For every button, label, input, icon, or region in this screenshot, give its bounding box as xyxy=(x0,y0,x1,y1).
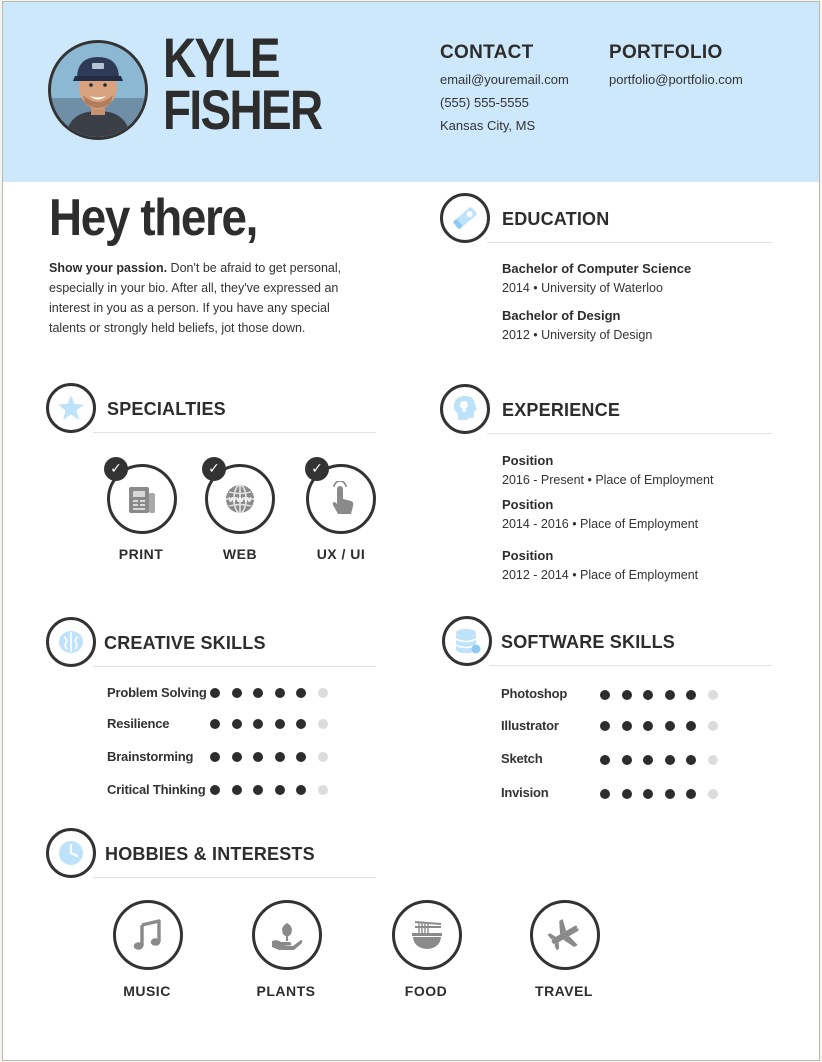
rating-dot-filled xyxy=(622,755,632,765)
rating-dot-filled xyxy=(210,752,220,762)
creative-skill-1: Problem Solving xyxy=(107,685,207,700)
rating-dot-filled xyxy=(232,688,242,698)
rating-dot-filled xyxy=(665,690,675,700)
rating-dot-filled xyxy=(275,688,285,698)
rating-dot-filled xyxy=(253,688,263,698)
software-skills-section-icon xyxy=(442,616,492,666)
greeting: Hey there, xyxy=(49,189,258,247)
rating-dot-filled xyxy=(253,785,263,795)
rating-dot-filled xyxy=(275,752,285,762)
bio-body: Don't be afraid to get personal, especially in your bio. After all, they've expressed an interest in you as a person. If you have any special talents or strongly held beliefs, jot those down. xyxy=(49,261,342,335)
rating-dot-filled xyxy=(275,719,285,729)
specialties-divider xyxy=(93,432,376,433)
rating-dot-filled xyxy=(253,719,263,729)
experience-position-3: Position xyxy=(502,548,554,563)
contact-email[interactable]: email@youremail.com xyxy=(440,72,569,87)
education-detail-2: 2012 • University of Design xyxy=(502,328,653,342)
experience-detail-2: 2014 - 2016 • Place of Employment xyxy=(502,517,699,531)
rating-dot-filled xyxy=(600,690,610,700)
rating-dot-empty xyxy=(708,755,718,765)
header-banner xyxy=(3,2,819,182)
hobby-music-circle xyxy=(113,900,183,970)
check-icon: ✓ xyxy=(305,457,329,481)
portfolio-email[interactable]: portfolio@portfolio.com xyxy=(609,72,743,87)
specialty-uxui-label: UX / UI xyxy=(316,546,366,562)
resume-page xyxy=(3,2,819,1060)
software-skills-title: SOFTWARE SKILLS xyxy=(501,632,675,652)
rating-dot-filled xyxy=(232,719,242,729)
rating-dot-filled xyxy=(296,752,306,762)
rating-dot-filled xyxy=(622,721,632,731)
specialty-web-label: WEB xyxy=(222,546,258,562)
contact-phone[interactable]: (555) 555-5555 xyxy=(440,95,529,110)
rating-dot-filled xyxy=(253,752,263,762)
rating-dot-empty xyxy=(708,789,718,799)
hobbies-section-icon xyxy=(46,828,96,878)
experience-position-1: Position xyxy=(502,453,554,468)
creative-skill-3: Brainstorming xyxy=(107,749,194,764)
creative-skills-section-icon xyxy=(46,617,96,667)
education-divider xyxy=(487,242,772,243)
experience-title: EXPERIENCE xyxy=(502,400,621,420)
rating-dot-filled xyxy=(232,752,242,762)
specialties-title: SPECIALTIES xyxy=(107,399,226,419)
creative-skills-divider xyxy=(93,666,376,667)
rating-dot-filled xyxy=(275,785,285,795)
rating-dot-empty xyxy=(318,785,328,795)
rating-dot-empty xyxy=(318,719,328,729)
first-name: KYLE xyxy=(163,26,279,89)
rating-dot-filled xyxy=(643,789,653,799)
rating-dot-filled xyxy=(210,785,220,795)
rating-dot-filled xyxy=(622,690,632,700)
bio-lead: Show your passion. xyxy=(49,261,168,275)
rating-dot-empty xyxy=(318,752,328,762)
contact-heading: CONTACT xyxy=(440,42,534,63)
rating-dot-filled xyxy=(665,789,675,799)
rating-dot-filled xyxy=(686,755,696,765)
rating-dot-filled xyxy=(665,721,675,731)
rating-dot-filled xyxy=(600,789,610,799)
rating-dot-empty xyxy=(708,721,718,731)
avatar xyxy=(51,43,145,137)
hobby-food-circle xyxy=(392,900,462,970)
software-skills-divider xyxy=(489,665,772,666)
newspaper-icon xyxy=(124,481,160,517)
rating-dot-filled xyxy=(296,785,306,795)
contact-location: Kansas City, MS xyxy=(440,118,536,133)
experience-detail-3: 2012 - 2014 • Place of Employment xyxy=(502,568,699,582)
rating-dot-filled xyxy=(665,755,675,765)
touch-hand-icon xyxy=(323,481,359,517)
rating-dot-filled xyxy=(296,688,306,698)
rating-dot-filled xyxy=(643,755,653,765)
hobby-plants-circle xyxy=(252,900,322,970)
specialty-print-label: PRINT xyxy=(118,546,164,562)
rating-dot-empty xyxy=(318,688,328,698)
rating-dot-filled xyxy=(643,690,653,700)
specialties-section-icon xyxy=(46,383,96,433)
hobby-food-label: FOOD xyxy=(404,983,448,999)
rating-dot-filled xyxy=(210,719,220,729)
globe-icon xyxy=(222,481,258,517)
last-name: FISHER xyxy=(163,78,322,141)
education-section-icon xyxy=(440,193,490,243)
rating-dot-filled xyxy=(686,789,696,799)
hobby-travel-circle xyxy=(530,900,600,970)
rating-dot-filled xyxy=(232,785,242,795)
hobby-travel-label: TRAVEL xyxy=(535,983,593,999)
full-name xyxy=(163,26,322,141)
education-degree-2: Bachelor of Design xyxy=(502,308,621,323)
noodle-bowl-icon xyxy=(409,917,445,953)
rating-dot-empty xyxy=(708,690,718,700)
rating-dot-filled xyxy=(296,719,306,729)
experience-section-icon xyxy=(440,384,490,434)
rating-dot-filled xyxy=(210,688,220,698)
rating-dot-filled xyxy=(600,721,610,731)
music-note-icon xyxy=(130,917,166,953)
creative-skill-4: Critical Thinking xyxy=(107,782,206,797)
portfolio-heading: PORTFOLIO xyxy=(609,42,723,63)
star-icon xyxy=(55,392,87,424)
software-skill-3: Sketch xyxy=(501,751,543,766)
airplane-icon xyxy=(547,917,583,953)
rating-dot-filled xyxy=(600,755,610,765)
rating-dot-filled xyxy=(622,789,632,799)
rating-dot-filled xyxy=(686,690,696,700)
education-degree-1: Bachelor of Computer Science xyxy=(502,261,692,276)
software-skill-1: Photoshop xyxy=(501,686,568,701)
creative-skills-title: CREATIVE SKILLS xyxy=(104,633,266,653)
profile-photo xyxy=(48,40,148,140)
software-skill-2: Illustrator xyxy=(501,718,559,733)
diploma-icon xyxy=(449,202,481,234)
brain-icon xyxy=(55,626,87,658)
experience-divider xyxy=(487,433,772,434)
hobbies-divider xyxy=(93,877,376,878)
hobby-music-label: MUSIC xyxy=(123,983,171,999)
check-icon: ✓ xyxy=(104,457,128,481)
hobby-plants-label: PLANTS xyxy=(256,983,316,999)
database-icon xyxy=(451,625,483,657)
rating-dot-filled xyxy=(643,721,653,731)
education-detail-1: 2014 • University of Waterloo xyxy=(502,281,663,295)
bio-text xyxy=(49,258,349,338)
experience-position-2: Position xyxy=(502,497,554,512)
plant-hand-icon xyxy=(269,917,305,953)
head-lightbulb-icon xyxy=(449,393,481,425)
software-skill-4: Invision xyxy=(501,785,549,800)
creative-skill-2: Resilience xyxy=(107,716,170,731)
check-icon: ✓ xyxy=(202,457,226,481)
svg-text:WWW: WWW xyxy=(228,496,252,504)
hobbies-title: HOBBIES & INTERESTS xyxy=(105,844,315,864)
education-title: EDUCATION xyxy=(502,209,610,229)
rating-dot-filled xyxy=(686,721,696,731)
clock-icon xyxy=(55,837,87,869)
experience-detail-1: 2016 - Present • Place of Employment xyxy=(502,473,714,487)
